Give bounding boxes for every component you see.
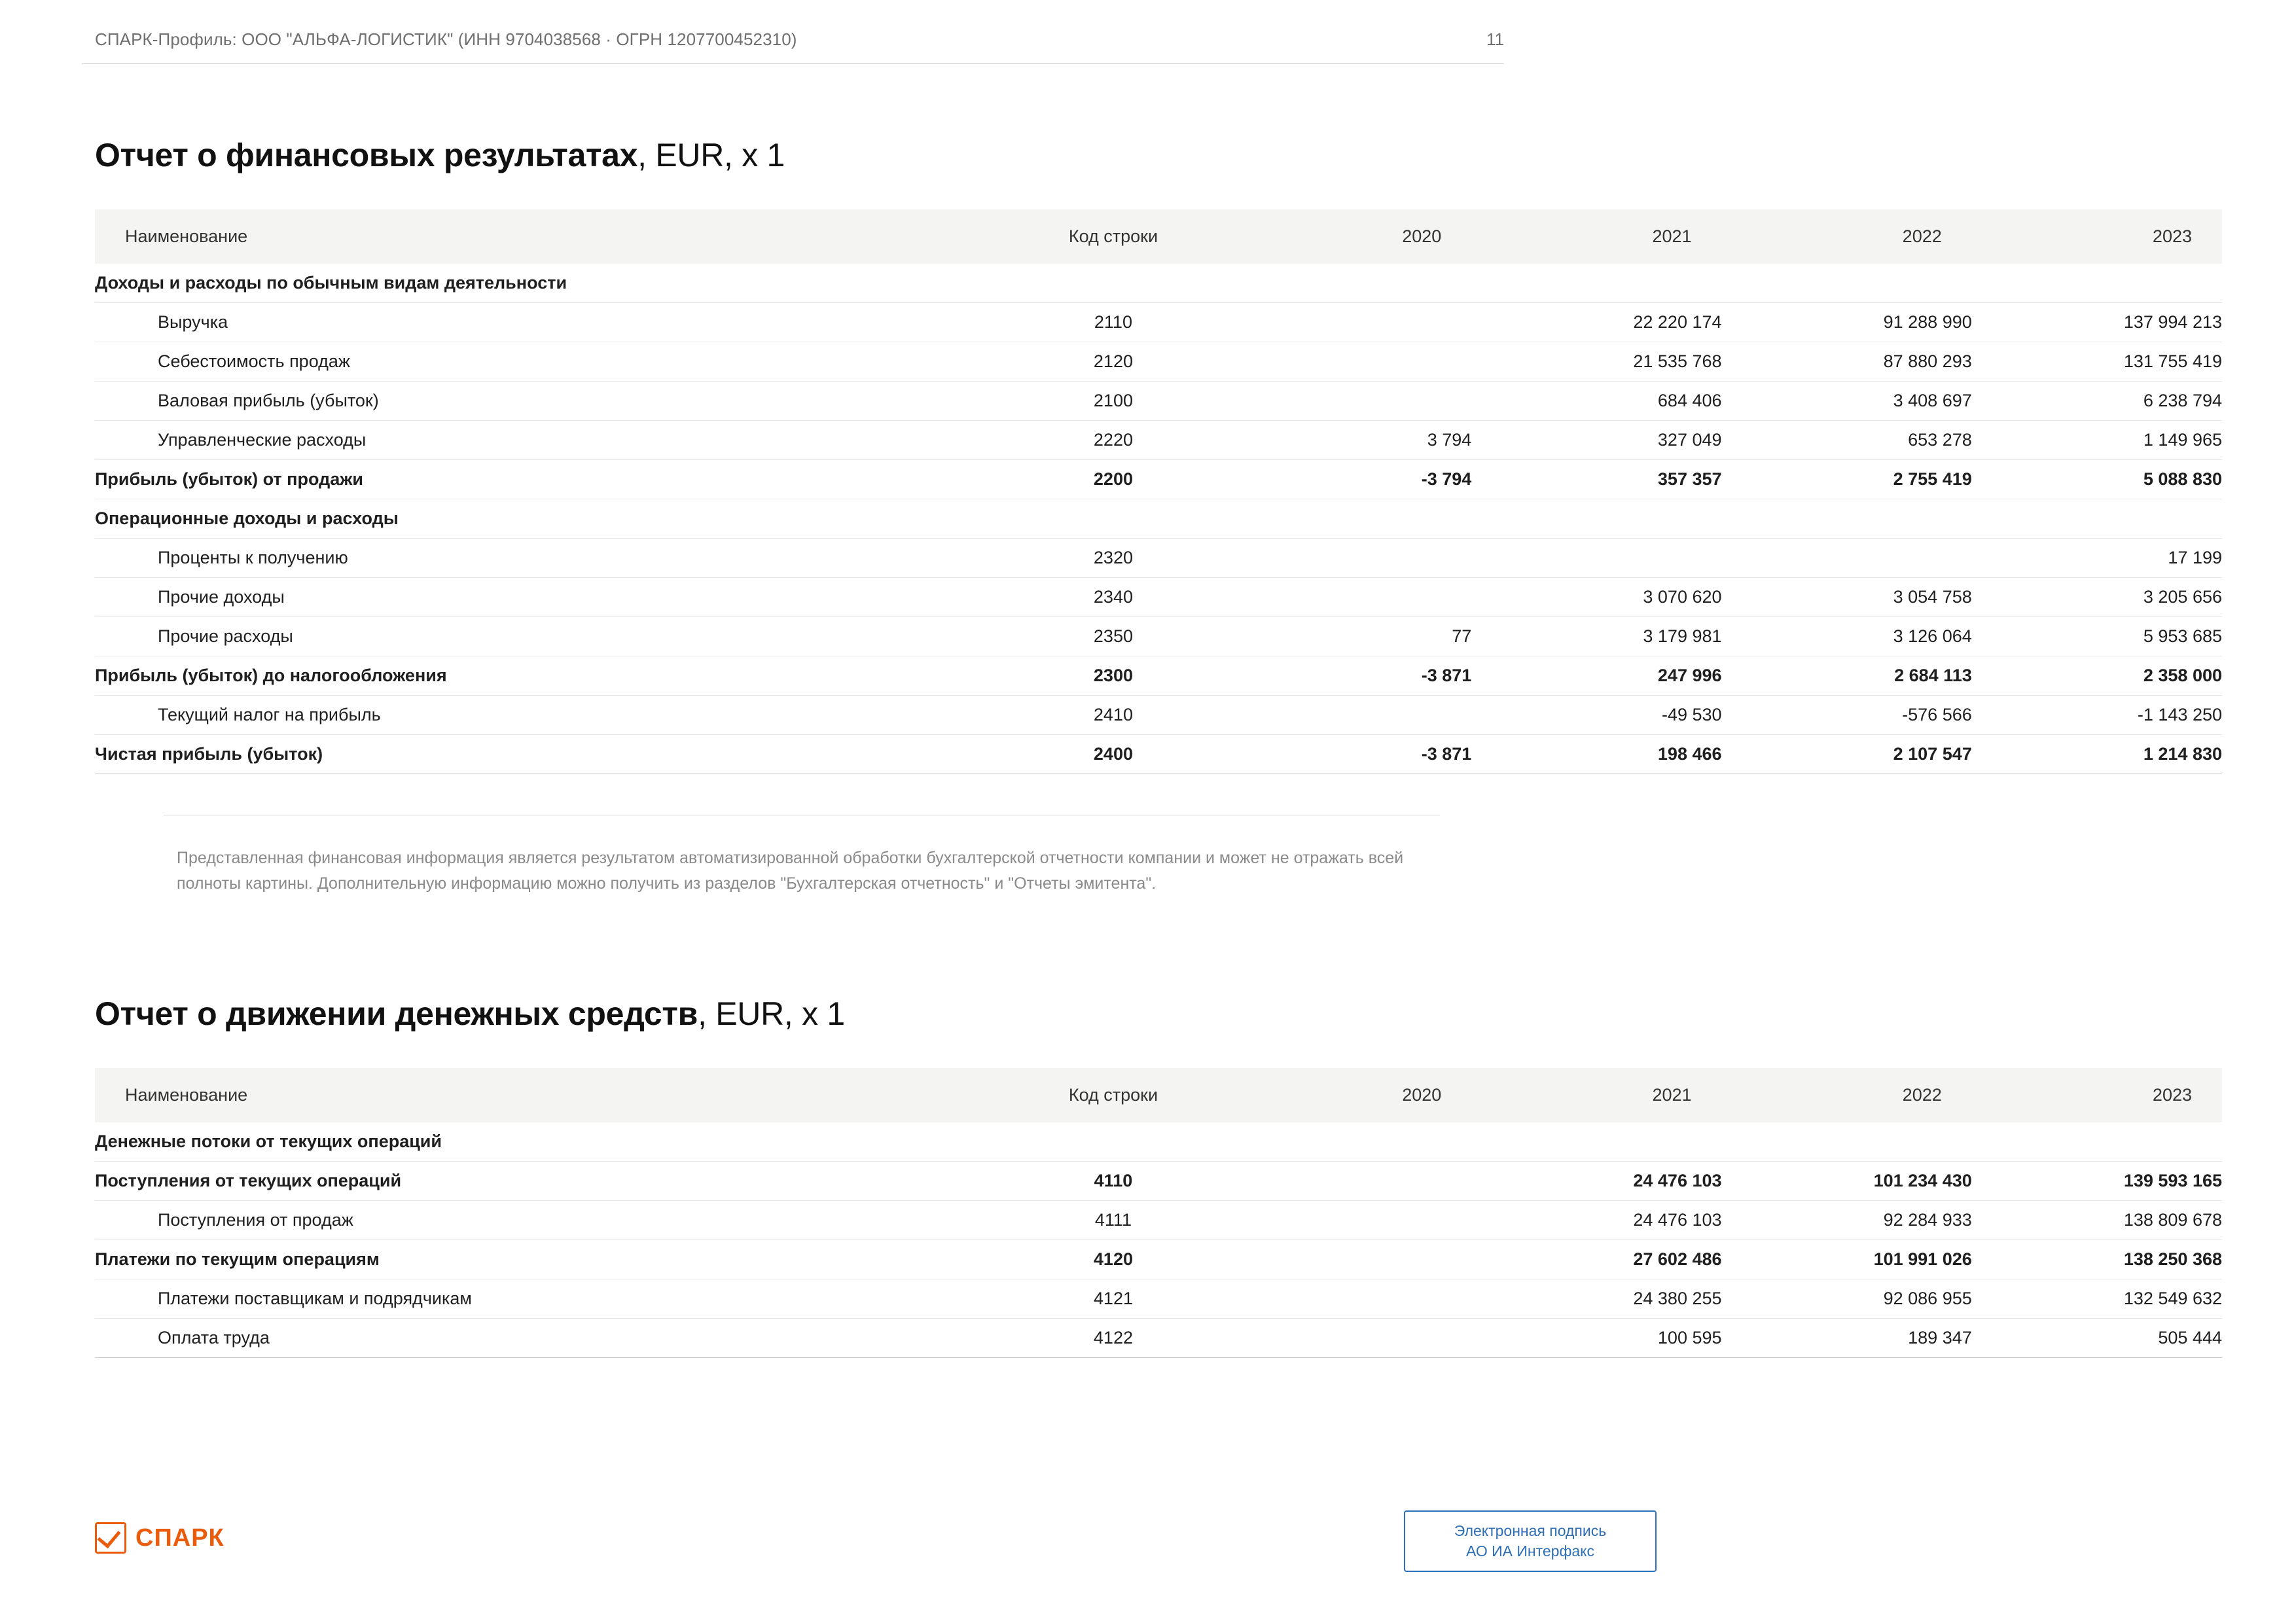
row-value <box>1221 1318 1471 1357</box>
table-row <box>95 696 2222 735</box>
cashflow-title: Отчет о движении денежных средств <box>95 995 698 1032</box>
row-code: 2100 <box>1005 382 1221 421</box>
row-value: 24 476 103 <box>1471 1200 1721 1240</box>
table-row <box>95 1200 2222 1240</box>
row-value: 139 593 165 <box>1972 1161 2222 1200</box>
row-value: 24 476 103 <box>1471 1161 1721 1200</box>
row-label: Проценты к получению <box>95 539 1005 578</box>
checkmark-icon <box>95 1522 126 1554</box>
row-value <box>1722 264 1972 303</box>
row-code <box>1005 499 1221 539</box>
row-value <box>1221 578 1471 617</box>
row-value: 100 595 <box>1471 1318 1721 1357</box>
row-value <box>1221 1161 1471 1200</box>
row-value: 3 205 656 <box>1972 578 2222 617</box>
row-value: 2 107 547 <box>1722 735 1972 774</box>
column-header-2021: 2021 <box>1471 1068 1721 1122</box>
column-header-name: Наименование <box>95 209 1005 264</box>
row-value: 92 086 955 <box>1722 1279 1972 1318</box>
row-value <box>1221 342 1471 382</box>
row-code: 4121 <box>1005 1279 1221 1318</box>
row-value: 101 234 430 <box>1722 1161 1972 1200</box>
row-value: 2 358 000 <box>1972 656 2222 696</box>
page-number: 11 <box>1486 29 1504 49</box>
disclaimer-note: Представленная финансовая информация является результатом автоматизированной обработки бухгалтерской отчетности компании и может не отражать всей полноты картины. Дополнительную информацию можно получить из разделов "Бухгалтерская отчетность" и "Отчеты эмитента". <box>177 849 1404 893</box>
row-value: 198 466 <box>1471 735 1721 774</box>
row-value: 3 070 620 <box>1471 578 1721 617</box>
row-value: 189 347 <box>1722 1318 1972 1357</box>
row-label: Прибыль (убыток) до налогообложения <box>95 656 1005 696</box>
table-row <box>95 264 2222 303</box>
row-value: 138 250 368 <box>1972 1240 2222 1279</box>
column-header-2020: 2020 <box>1221 1068 1471 1122</box>
row-value <box>1972 264 2222 303</box>
table-row <box>95 1122 2222 1162</box>
row-label: Денежные потоки от текущих операций <box>95 1122 1005 1162</box>
electronic-signature-badge <box>1404 1510 1657 1572</box>
row-value <box>1722 539 1972 578</box>
financial-results-title-units: , EUR, x 1 <box>637 137 785 173</box>
row-label: Платежи поставщикам и подрядчикам <box>95 1279 1005 1318</box>
table-row <box>95 539 2222 578</box>
row-value: -576 566 <box>1722 696 1972 735</box>
row-code: 2340 <box>1005 578 1221 617</box>
row-value <box>1471 539 1721 578</box>
row-value: 131 755 419 <box>1972 342 2222 382</box>
row-value: 24 380 255 <box>1471 1279 1721 1318</box>
row-value: 1 149 965 <box>1972 421 2222 460</box>
row-value: 3 126 064 <box>1722 617 1972 656</box>
cashflow-page-title <box>95 995 2214 1033</box>
row-value <box>1221 1200 1471 1240</box>
column-header-code: Код строки <box>1005 209 1221 264</box>
row-label: Себестоимость продаж <box>95 342 1005 382</box>
row-value <box>1221 1240 1471 1279</box>
row-value <box>1722 1122 1972 1162</box>
page-header <box>82 0 1504 64</box>
row-value: -1 143 250 <box>1972 696 2222 735</box>
financial-results-title-wrap <box>82 64 2214 174</box>
row-label: Выручка <box>95 303 1005 342</box>
row-value: 6 238 794 <box>1972 382 2222 421</box>
financial-results-title: Отчет о финансовых результатах <box>95 137 638 173</box>
row-value <box>1972 499 2222 539</box>
table-header-row <box>95 209 2222 264</box>
table-row <box>95 421 2222 460</box>
row-code: 2320 <box>1005 539 1221 578</box>
spark-logo-text: СПАРК <box>135 1524 224 1552</box>
row-value: 22 220 174 <box>1471 303 1721 342</box>
row-value: 27 602 486 <box>1471 1240 1721 1279</box>
row-value <box>1221 539 1471 578</box>
row-code: 2350 <box>1005 617 1221 656</box>
row-code: 2410 <box>1005 696 1221 735</box>
row-value: 5 953 685 <box>1972 617 2222 656</box>
row-value: -3 871 <box>1221 656 1471 696</box>
column-header-2022: 2022 <box>1722 1068 1972 1122</box>
row-label: Валовая прибыль (убыток) <box>95 382 1005 421</box>
row-value: -3 794 <box>1221 460 1471 499</box>
row-label: Оплата труда <box>95 1318 1005 1357</box>
row-value: 684 406 <box>1471 382 1721 421</box>
table-row <box>95 656 2222 696</box>
row-code: 2110 <box>1005 303 1221 342</box>
row-value: 132 549 632 <box>1972 1279 2222 1318</box>
row-value: 653 278 <box>1722 421 1972 460</box>
row-code: 2120 <box>1005 342 1221 382</box>
row-value: 3 408 697 <box>1722 382 1972 421</box>
column-header-2022: 2022 <box>1722 209 1972 264</box>
row-value: 3 179 981 <box>1471 617 1721 656</box>
row-code <box>1005 264 1221 303</box>
row-code: 4111 <box>1005 1200 1221 1240</box>
row-label: Чистая прибыль (убыток) <box>95 735 1005 774</box>
row-value: 138 809 678 <box>1972 1200 2222 1240</box>
breadcrumb: СПАРК-Профиль: ООО "АЛЬФА-ЛОГИСТИК" (ИНН 9704038568 · ОГРН 1207700452310) <box>95 29 797 49</box>
row-value: 2 684 113 <box>1722 656 1972 696</box>
column-header-2021: 2021 <box>1471 209 1721 264</box>
column-header-2020: 2020 <box>1221 209 1471 264</box>
cashflow-title-wrap <box>82 897 2214 1033</box>
row-label: Поступления от текущих операций <box>95 1161 1005 1200</box>
table-row <box>95 1318 2222 1357</box>
table-row <box>95 1240 2222 1279</box>
row-value <box>1221 303 1471 342</box>
column-header-code: Код строки <box>1005 1068 1221 1122</box>
row-code <box>1005 1122 1221 1162</box>
row-value <box>1471 1122 1721 1162</box>
row-value: 247 996 <box>1471 656 1721 696</box>
row-label: Управленческие расходы <box>95 421 1005 460</box>
row-value: 505 444 <box>1972 1318 2222 1357</box>
row-value: 357 357 <box>1471 460 1721 499</box>
cashflow-body <box>95 1122 2222 1358</box>
row-value <box>1221 382 1471 421</box>
row-value: 101 991 026 <box>1722 1240 1972 1279</box>
row-value <box>1972 1122 2222 1162</box>
row-value <box>1722 499 1972 539</box>
row-value <box>1221 1122 1471 1162</box>
row-code: 2200 <box>1005 460 1221 499</box>
table-row <box>95 1161 2222 1200</box>
row-value: -49 530 <box>1471 696 1721 735</box>
row-label: Прочие расходы <box>95 617 1005 656</box>
table-header-row <box>95 1068 2222 1122</box>
row-label: Платежи по текущим операциям <box>95 1240 1005 1279</box>
cashflow-table <box>95 1068 2222 1358</box>
table-row <box>95 342 2222 382</box>
row-value: 92 284 933 <box>1722 1200 1972 1240</box>
table-row <box>95 460 2222 499</box>
row-label: Прочие доходы <box>95 578 1005 617</box>
row-value <box>1221 499 1471 539</box>
table-row <box>95 499 2222 539</box>
row-code: 2400 <box>1005 735 1221 774</box>
row-value: 87 880 293 <box>1722 342 1972 382</box>
column-header-2023: 2023 <box>1972 1068 2222 1122</box>
page-title <box>95 136 2214 174</box>
row-label: Текущий налог на прибыль <box>95 696 1005 735</box>
row-value: 327 049 <box>1471 421 1721 460</box>
row-value: 3 794 <box>1221 421 1471 460</box>
row-value: 91 288 990 <box>1722 303 1972 342</box>
page-footer <box>82 1505 2214 1584</box>
table-row <box>95 617 2222 656</box>
row-value: 5 088 830 <box>1972 460 2222 499</box>
row-label: Поступления от продаж <box>95 1200 1005 1240</box>
row-label: Операционные доходы и расходы <box>95 499 1005 539</box>
row-code: 2300 <box>1005 656 1221 696</box>
table-row <box>95 578 2222 617</box>
row-value <box>1221 264 1471 303</box>
spark-logo <box>95 1522 224 1554</box>
row-code: 4122 <box>1005 1318 1221 1357</box>
financial-results-body <box>95 264 2222 774</box>
row-label: Доходы и расходы по обычным видам деятельности <box>95 264 1005 303</box>
column-header-2023: 2023 <box>1972 209 2222 264</box>
row-value: 2 755 419 <box>1722 460 1972 499</box>
column-header-name: Наименование <box>95 1068 1005 1122</box>
table-row <box>95 303 2222 342</box>
row-value: 21 535 768 <box>1471 342 1721 382</box>
esign-line-1: Электронная подпись <box>1454 1522 1607 1539</box>
table-row <box>95 382 2222 421</box>
esign-line-2: АО ИА Интерфакс <box>1465 1543 1594 1560</box>
row-code: 2220 <box>1005 421 1221 460</box>
row-value <box>1221 1279 1471 1318</box>
row-code: 4120 <box>1005 1240 1221 1279</box>
row-value: 3 054 758 <box>1722 578 1972 617</box>
cashflow-title-units: , EUR, x 1 <box>698 995 845 1032</box>
row-value: 17 199 <box>1972 539 2222 578</box>
row-code: 4110 <box>1005 1161 1221 1200</box>
row-label: Прибыль (убыток) от продажи <box>95 460 1005 499</box>
financial-results-table <box>95 209 2222 774</box>
row-value <box>1471 499 1721 539</box>
row-value <box>1221 696 1471 735</box>
row-value: -3 871 <box>1221 735 1471 774</box>
table-row <box>95 735 2222 774</box>
row-value: 77 <box>1221 617 1471 656</box>
row-value <box>1471 264 1721 303</box>
row-value: 1 214 830 <box>1972 735 2222 774</box>
row-value: 137 994 213 <box>1972 303 2222 342</box>
table-row <box>95 1279 2222 1318</box>
